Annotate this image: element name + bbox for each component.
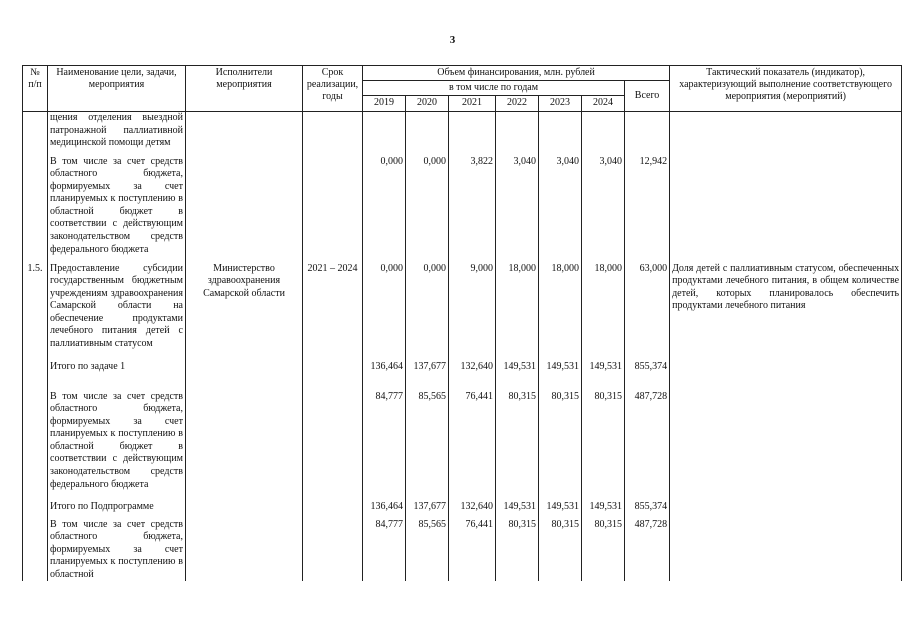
row-executors (186, 391, 303, 501)
value-2019 (363, 112, 406, 156)
header-num: № п/п (23, 66, 48, 112)
row-num: 1.5. (23, 263, 48, 361)
header-executors: Исполнители мероприятия (186, 66, 303, 112)
page-number: 3 (449, 34, 456, 46)
value-2024: 3,040 (582, 156, 625, 263)
value-2024: 80,315 (582, 519, 625, 582)
value-2022: 3,040 (496, 156, 539, 263)
header-year-2024: 2024 (582, 96, 625, 112)
header-year-2020: 2020 (406, 96, 449, 112)
row-term (303, 519, 363, 582)
row-num (23, 519, 48, 582)
value-2023: 149,531 (539, 501, 582, 519)
value-2021: 3,822 (449, 156, 496, 263)
value-2021 (449, 112, 496, 156)
value-2019: 84,777 (363, 519, 406, 582)
row-term (303, 391, 363, 501)
row-indicator (670, 501, 902, 519)
value-total: 487,728 (625, 391, 670, 501)
header-year-2023: 2023 (539, 96, 582, 112)
row-name: Предоставление субсидии государственным бюджетным учреждениям здравоохранения Самарской области на обеспечение продуктами лечебного питания детей с паллиативным статусом (48, 263, 186, 361)
value-2020: 0,000 (406, 156, 449, 263)
header-total: Всего (625, 81, 670, 112)
table-row (23, 391, 902, 501)
value-2020: 137,677 (406, 501, 449, 519)
value-2020 (406, 112, 449, 156)
header-indicator: Тактический показатель (индикатор), характеризующий выполнение соответствующего мероприятия (мероприятий) (670, 66, 902, 112)
value-2021: 76,441 (449, 519, 496, 582)
row-name: В том числе за счет средств областного бюджета, формируемых за счет планируемых к поступлению в областной бюджет в соответствии с действующим законодательством средств федерального бюджета (48, 391, 186, 501)
value-2021: 132,640 (449, 501, 496, 519)
row-indicator (670, 391, 902, 501)
row-term (303, 156, 363, 263)
value-2024: 149,531 (582, 501, 625, 519)
financing-table (22, 65, 902, 581)
value-2021: 76,441 (449, 391, 496, 501)
row-num (23, 501, 48, 519)
value-2024: 80,315 (582, 391, 625, 501)
row-name: щения отделения выездной патронажной паллиативной медицинской помощи детям (48, 112, 186, 156)
row-indicator: Доля детей с паллиативным статусом, обеспеченных продуктами лечебного питания, в общем количестве детей, которых планировалось обеспечить продуктами лечебного питания (670, 263, 902, 361)
value-2022: 149,531 (496, 361, 539, 391)
row-executors (186, 112, 303, 156)
row-term (303, 112, 363, 156)
row-executors (186, 156, 303, 263)
value-2024 (582, 112, 625, 156)
value-total: 12,942 (625, 156, 670, 263)
row-num (23, 112, 48, 156)
value-2023 (539, 112, 582, 156)
value-2023: 3,040 (539, 156, 582, 263)
value-2022: 80,315 (496, 391, 539, 501)
header-year-2019: 2019 (363, 96, 406, 112)
value-2020: 137,677 (406, 361, 449, 391)
value-2023: 18,000 (539, 263, 582, 361)
row-name: В том числе за счет средств областного бюджета, формируемых за счет планируемых к поступлению в областной бюджет в соответствии с действующим законодательством средств федерального бюджета (48, 156, 186, 263)
header-financing: Объем финансирования, млн. рублей (363, 66, 670, 81)
table-row (23, 156, 902, 263)
header-name: Наименование цели, задачи, мероприятия (48, 66, 186, 112)
value-2020: 0,000 (406, 263, 449, 361)
value-2021: 9,000 (449, 263, 496, 361)
value-2022: 149,531 (496, 501, 539, 519)
table-row (23, 112, 902, 156)
table-row (23, 519, 902, 582)
row-executors (186, 361, 303, 391)
header-term: Срок реализации, годы (303, 66, 363, 112)
row-executors: Министерство здравоохранения Самарской области (186, 263, 303, 361)
value-total: 487,728 (625, 519, 670, 582)
row-name: Итого по Подпрограмме (48, 501, 186, 519)
header-year-2022: 2022 (496, 96, 539, 112)
value-2019: 0,000 (363, 263, 406, 361)
row-term (303, 361, 363, 391)
row-term (303, 501, 363, 519)
row-name: В том числе за счет средств областного бюджета, формируемых за счет планируемых к поступлению в областной (48, 519, 186, 582)
row-num (23, 361, 48, 391)
value-2022: 18,000 (496, 263, 539, 361)
value-2020: 85,565 (406, 519, 449, 582)
row-num (23, 156, 48, 263)
value-2022: 80,315 (496, 519, 539, 582)
value-2023: 80,315 (539, 391, 582, 501)
row-num (23, 391, 48, 501)
row-indicator (670, 156, 902, 263)
value-total: 855,374 (625, 501, 670, 519)
table-row (23, 361, 902, 391)
value-2019: 136,464 (363, 361, 406, 391)
value-total: 855,374 (625, 361, 670, 391)
value-total (625, 112, 670, 156)
value-2024: 18,000 (582, 263, 625, 361)
value-2024: 149,531 (582, 361, 625, 391)
value-2022 (496, 112, 539, 156)
value-2021: 132,640 (449, 361, 496, 391)
value-2019: 136,464 (363, 501, 406, 519)
value-2019: 84,777 (363, 391, 406, 501)
value-2023: 80,315 (539, 519, 582, 582)
value-total: 63,000 (625, 263, 670, 361)
table-row (23, 501, 902, 519)
row-indicator (670, 112, 902, 156)
row-indicator (670, 361, 902, 391)
value-2020: 85,565 (406, 391, 449, 501)
row-indicator (670, 519, 902, 582)
value-2019: 0,000 (363, 156, 406, 263)
row-term: 2021 – 2024 (303, 263, 363, 361)
row-executors (186, 501, 303, 519)
row-executors (186, 519, 303, 582)
header-by-years: в том числе по годам (363, 81, 625, 96)
row-name: Итого по задаче 1 (48, 361, 186, 391)
header-year-2021: 2021 (449, 96, 496, 112)
table-row (23, 263, 902, 361)
value-2023: 149,531 (539, 361, 582, 391)
